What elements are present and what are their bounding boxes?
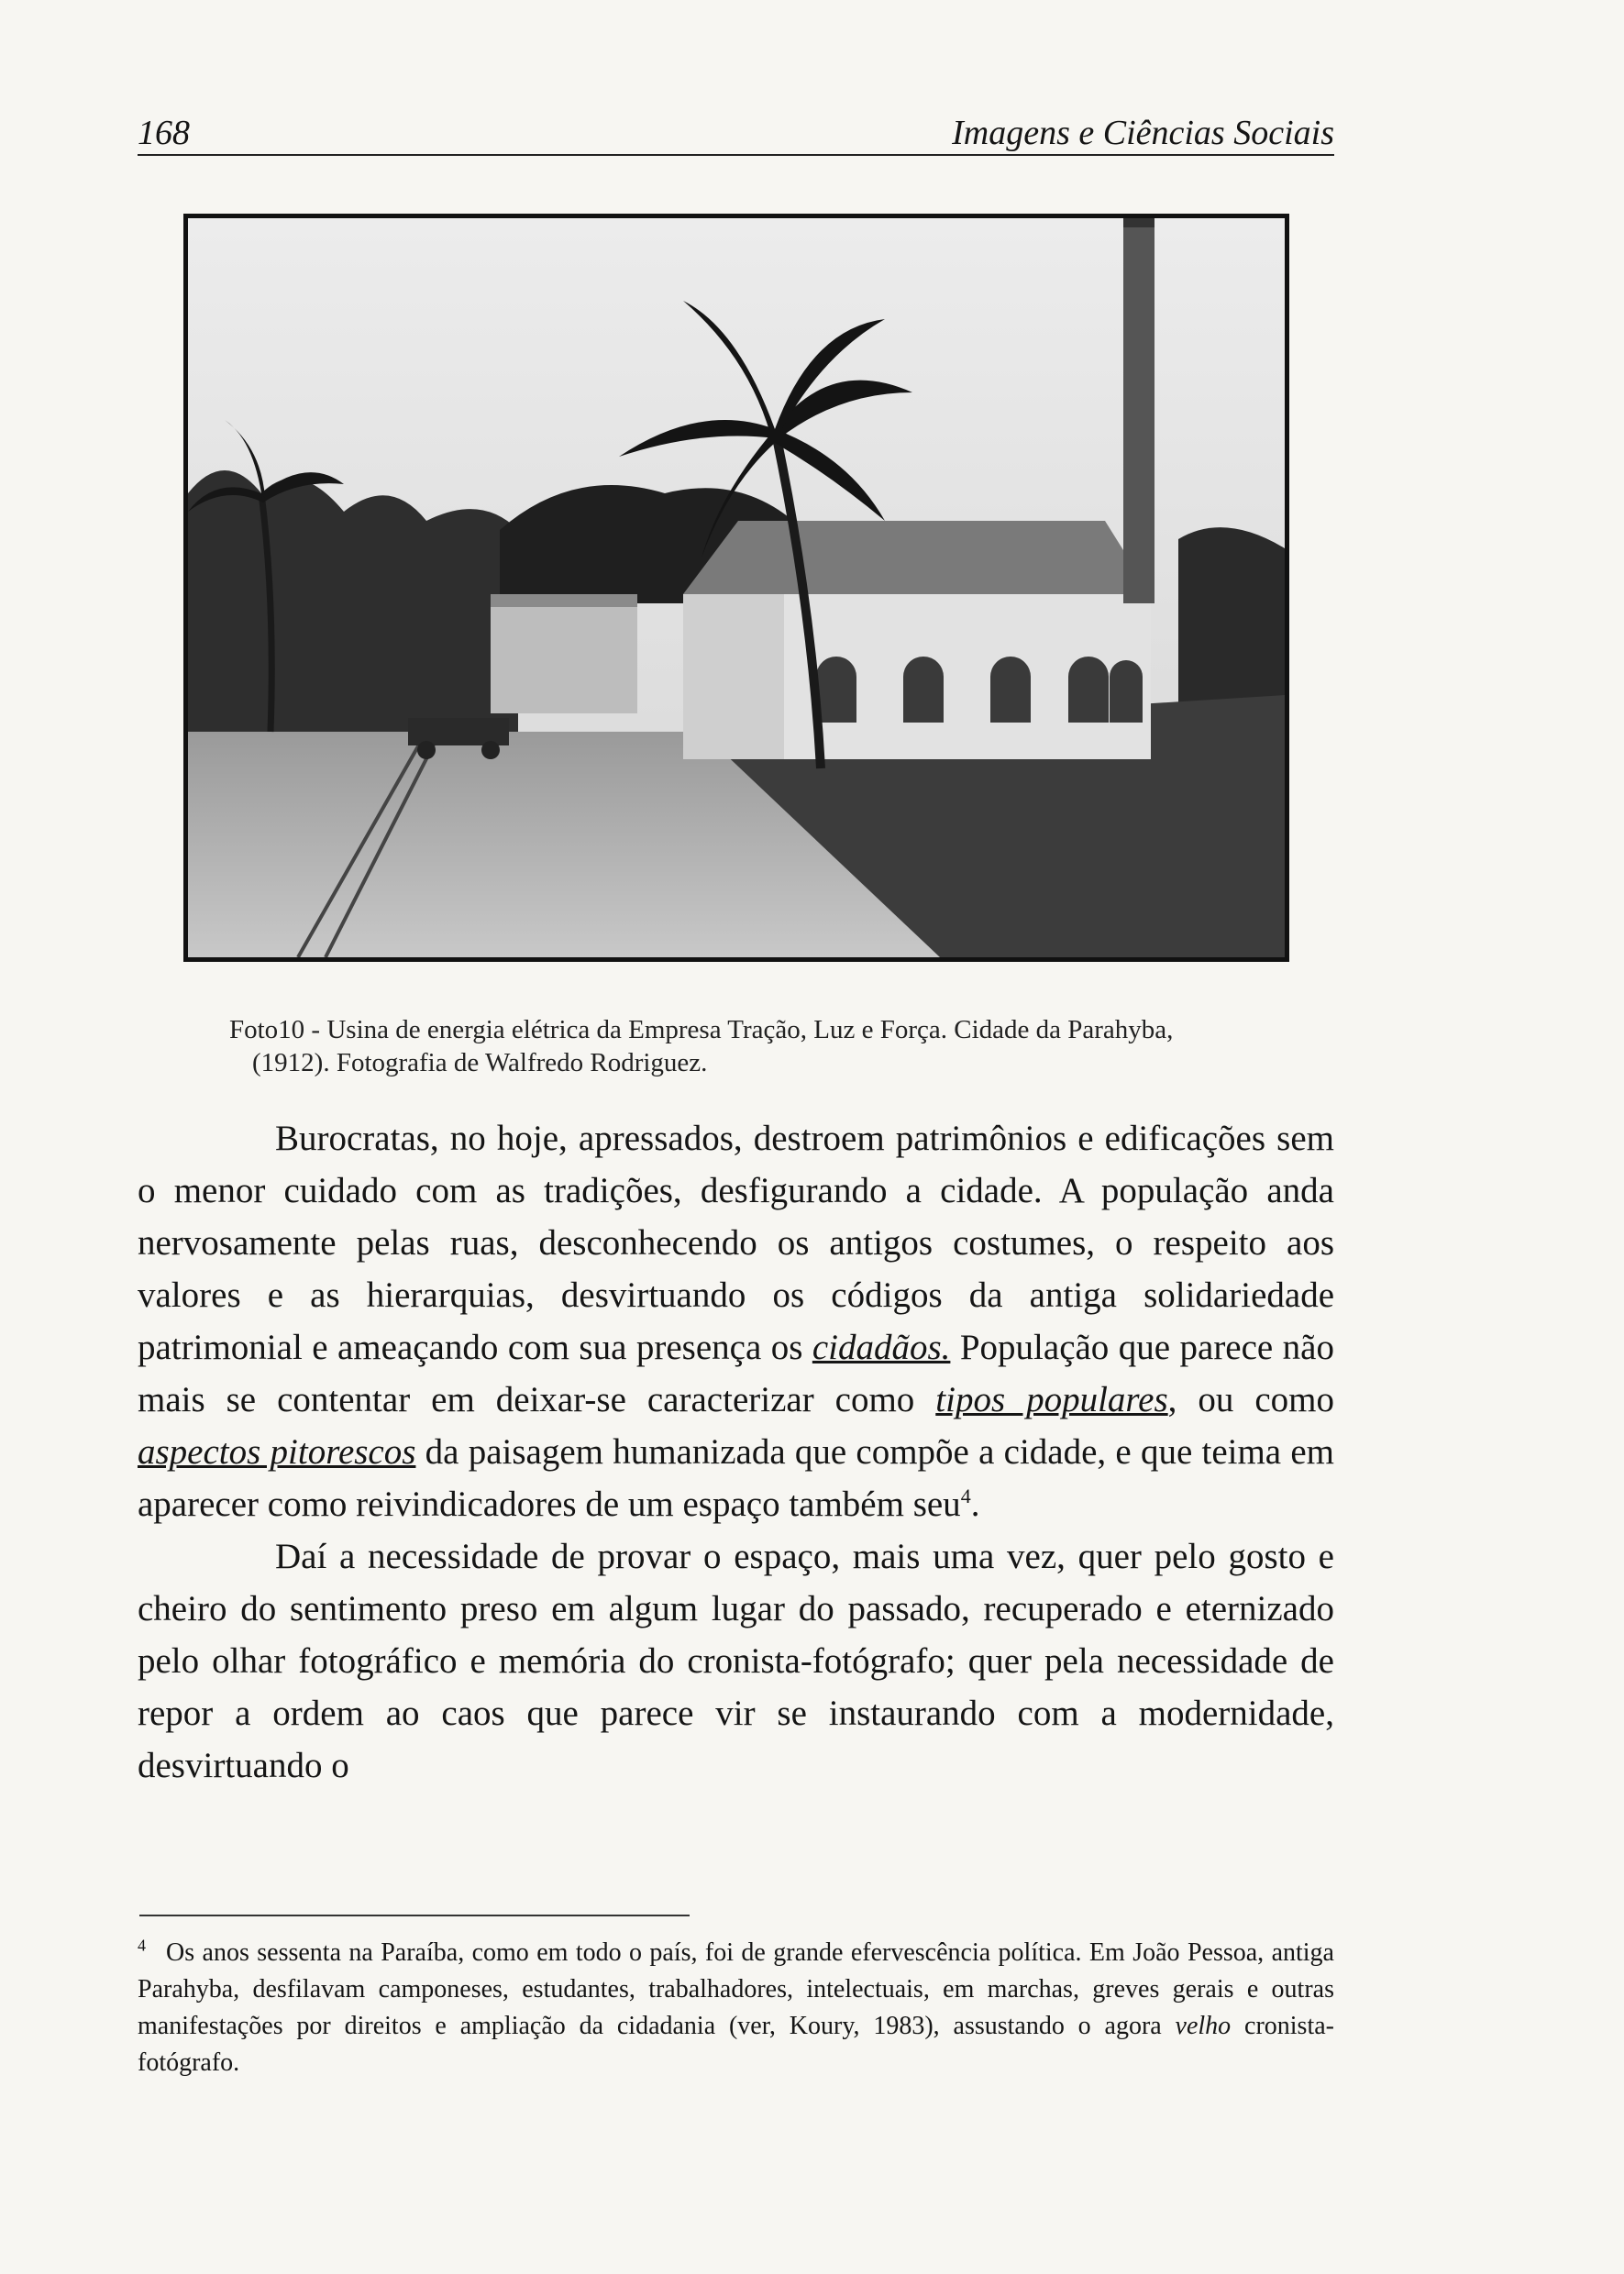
body-text xyxy=(138,1112,1334,1792)
footnote xyxy=(138,1935,1334,2081)
footnote-text-b: cronista-fotógrafo. xyxy=(138,2012,1334,2077)
figure-caption xyxy=(229,1013,1339,1079)
paragraph-1-text-d: da paisagem humanizada que compõe a cidade, e que teima em aparecer como reivindicadores de um espaço também seu xyxy=(138,1432,1334,1524)
paragraph-1 xyxy=(138,1112,1334,1530)
paragraph-2: Daí a necessidade de provar o espaço, mais uma vez, quer pelo gosto e cheiro do sentimento preso em algum lugar do passado, recuperado e eternizado pelo olhar fotográfico e memória do cronista-fotógrafo; quer pela necessidade de repor a ordem ao caos que parece vir se instaurando com a modernidade, desvirtuando o xyxy=(138,1537,1334,1785)
paragraph-1-text-c: , ou como xyxy=(1167,1380,1334,1419)
footnote-number: 4 xyxy=(138,1936,146,1955)
footnote-emphasis: velho xyxy=(1175,2012,1232,2040)
footnote-reference: 4 xyxy=(960,1485,971,1507)
footnote-rule xyxy=(139,1915,690,1916)
paragraph-1-end: . xyxy=(970,1485,980,1524)
caption-line-1: Foto10 - Usina de energia elétrica da Empresa Tração, Luz e Força. Cidade da Parahyba, xyxy=(229,1015,1174,1044)
footnote-text-a: Os anos sessenta na Paraíba, como em todo o país, foi de grande efervescência política. Em João Pessoa, antiga Parahyba, desfilavam camponeses, estudantes, trabalhadores, intelectuais, em marchas, greves gerais e outras manifestações por direitos e ampliação da cidadania (ver, Koury, 1983), assustando o agora xyxy=(138,1938,1334,2040)
historical-photograph xyxy=(183,214,1289,962)
paragraph-1-text-b: População que parece não mais se contentar em deixar-se caracterizar como xyxy=(138,1328,1334,1419)
emphasis-tipos-populares: tipos populares xyxy=(935,1380,1168,1419)
journal-title: Imagens e Ciências Sociais xyxy=(952,114,1334,152)
header-rule xyxy=(138,154,1334,156)
caption-line-2: (1912). Fotografia de Walfredo Rodriguez. xyxy=(252,1048,708,1077)
paragraph-1-text-a: Burocratas, no hoje, apressados, destroem patrimônios e edificações sem o menor cuidado com as tradições, desfigurando a cidade. A população anda nervosamente pelas ruas, desconhecendo os antigos costumes, o respeito aos valores e as hierarquias, desvirtuando os códigos da antiga solidariedade patrimonial e ameaçando com sua presença os xyxy=(138,1119,1334,1367)
page-number: 168 xyxy=(138,114,190,152)
emphasis-aspectos-pitorescos: aspectos pitorescos xyxy=(138,1432,416,1472)
emphasis-cidadaos: cidadãos. xyxy=(812,1328,951,1367)
running-header xyxy=(138,105,1334,160)
